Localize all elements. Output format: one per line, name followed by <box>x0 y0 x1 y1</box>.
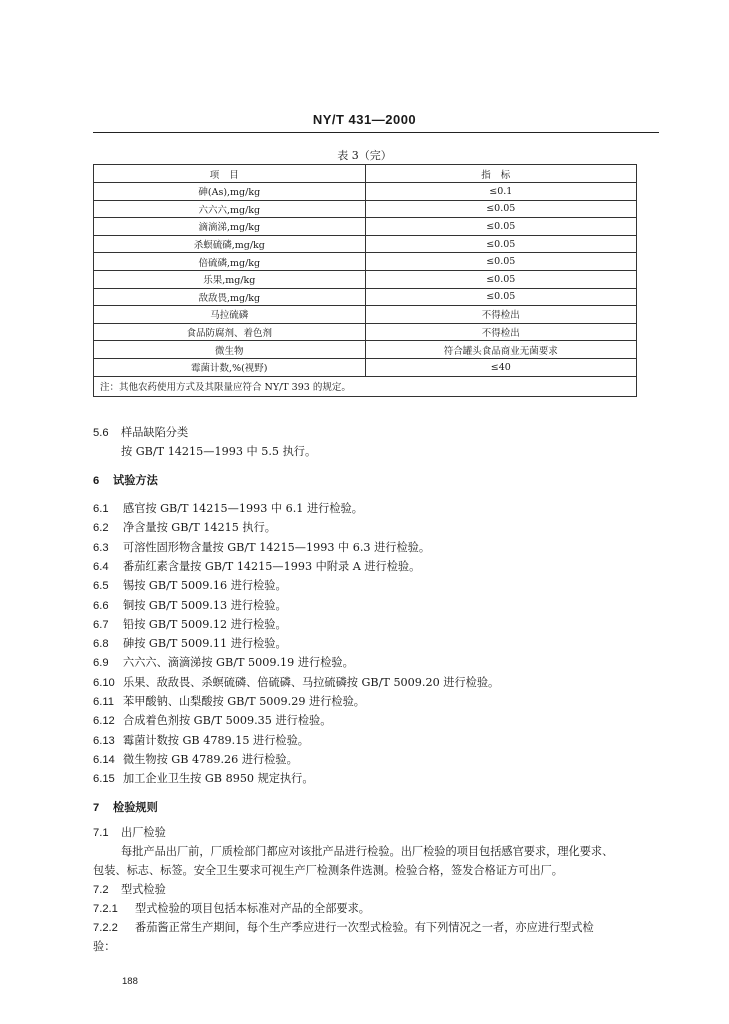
section-6-heading: 6 试验方法 <box>93 473 158 487</box>
method-item-number: 6.14 <box>93 753 115 766</box>
table-cell-item: 食品防腐剂、着色剂 <box>94 323 366 341</box>
table-cell-spec: ≤0.05 <box>365 253 636 271</box>
table-cell-spec: ≤0.1 <box>365 183 636 201</box>
method-item-text: 净含量按 GB/T 14215 执行。 <box>123 521 276 535</box>
table-caption: 表 3（完） <box>337 149 392 162</box>
method-item-number: 6.1 <box>93 503 109 515</box>
method-item-text: 可溶性固形物含量按 GB/T 14215—1993 中 6.3 进行检验。 <box>123 540 431 554</box>
table-note: 注：其他农药使用方式及其限量应符合 NY/T 393 的规定。 <box>94 376 637 396</box>
table-cell-item: 乐果,mg/kg <box>94 270 366 288</box>
method-item-text: 微生物按 GB 4789.26 进行检验。 <box>123 752 298 766</box>
table-cell-spec: ≤0.05 <box>365 200 636 218</box>
method-item-number: 6.7 <box>93 618 109 631</box>
table-row <box>94 183 637 201</box>
table-cell-spec: 符合罐头食品商业无菌要求 <box>365 341 636 359</box>
section-5-6-text: 按 GB/T 14215—1993 中 5.5 执行。 <box>121 445 317 458</box>
table-row <box>94 341 637 359</box>
table-cell-item: 马拉硫磷 <box>94 306 366 324</box>
section-7-2-2-continued: 验： <box>93 940 116 953</box>
section-7-2-2: 7.2.2 番茄酱正常生产期间，每个生产季应进行一次型式检验。有下列情况之一者，亦应进行型式检 <box>93 921 594 934</box>
section-7-2-heading: 7.2 型式检验 <box>93 883 166 896</box>
table-cell-spec: 不得检出 <box>365 306 636 324</box>
table-cell-item: 滴滴涕,mg/kg <box>94 218 366 236</box>
table-cell-item: 杀螟硫磷,mg/kg <box>94 235 366 253</box>
method-item <box>93 539 430 555</box>
table-cell-spec: ≤0.05 <box>365 288 636 306</box>
table-row <box>94 253 637 271</box>
method-item <box>93 500 363 516</box>
method-item-text: 苯甲酸钠、山梨酸按 GB/T 5009.29 进行检验。 <box>123 695 365 708</box>
page-number: 188 <box>122 976 138 987</box>
method-item-number: 6.9 <box>93 657 109 670</box>
section-7-2-1: 7.2.1 型式检验的项目包括本标准对产品的全部要求。 <box>93 902 370 915</box>
method-item <box>93 635 287 651</box>
method-item-text: 砷按 GB/T 5009.11 进行检验。 <box>123 637 287 651</box>
method-item <box>93 693 365 709</box>
method-item-number: 6.3 <box>93 541 109 554</box>
method-item-text: 合成着色剂按 GB/T 5009.35 进行检验。 <box>123 714 332 728</box>
table-cell-item: 敌敌畏,mg/kg <box>94 288 366 306</box>
table-cell-item: 六六六,mg/kg <box>94 200 366 218</box>
method-item <box>93 577 287 593</box>
method-item <box>93 597 287 613</box>
table-row <box>94 218 637 236</box>
table-cell-spec: ≤0.05 <box>365 270 636 288</box>
method-item <box>93 519 276 535</box>
table-row <box>94 358 637 376</box>
method-item-text: 铜按 GB/T 5009.13 进行检验。 <box>123 598 287 612</box>
method-item-number: 6.6 <box>93 599 109 612</box>
method-item-number: 6.8 <box>93 638 109 651</box>
method-item <box>93 558 420 574</box>
section-7-1-heading: 7.1 出厂检验 <box>93 826 166 839</box>
method-item-number: 6.10 <box>93 676 115 689</box>
standard-code-header: NY/T 431—2000 <box>312 112 417 127</box>
table-cell-spec: ≤0.05 <box>365 218 636 236</box>
method-item-number: 6.2 <box>93 522 109 535</box>
section-7-heading: 7 检验规则 <box>93 800 158 814</box>
table-row <box>94 306 637 324</box>
table-cell-spec: ≤0.05 <box>365 235 636 253</box>
method-item-text: 霉菌计数按 GB 4789.15 进行检验。 <box>123 733 309 747</box>
method-item-number: 6.4 <box>93 560 109 573</box>
method-item <box>93 712 331 728</box>
method-item-number: 6.5 <box>93 580 109 593</box>
table-row <box>94 235 637 253</box>
method-item <box>93 751 298 767</box>
header-rule <box>93 132 659 133</box>
section-7-1-paragraph-1: 每批产品出厂前，厂质检部门都应对该批产品进行检验。出厂检验的项目包括感官要求，理化要求、 <box>121 845 614 858</box>
method-item-number: 6.13 <box>93 734 115 747</box>
method-item-text: 番茄红素含量按 GB/T 14215—1993 中附录 A 进行检验。 <box>123 559 421 573</box>
table-header-item: 项目 <box>94 165 366 183</box>
method-item-number: 6.11 <box>93 696 114 708</box>
method-item <box>93 674 499 690</box>
method-item-text: 六六六、滴滴涕按 GB/T 5009.19 进行检验。 <box>123 656 354 670</box>
table-row <box>94 200 637 218</box>
spec-table <box>93 164 637 397</box>
method-item-text: 铅按 GB/T 5009.12 进行检验。 <box>123 617 287 631</box>
method-item-text: 感官按 GB/T 14215—1993 中 6.1 进行检验。 <box>123 502 363 515</box>
table-row <box>94 288 637 306</box>
method-item-number: 6.15 <box>93 773 115 786</box>
method-item-number: 6.12 <box>93 715 115 728</box>
table-cell-item: 倍硫磷,mg/kg <box>94 253 366 271</box>
table-cell-spec: 不得检出 <box>365 323 636 341</box>
method-item <box>93 770 314 786</box>
table-row <box>94 323 637 341</box>
table-cell-item: 霉菌计数,%(视野) <box>94 358 366 376</box>
method-item <box>93 654 354 670</box>
table-cell-item: 微生物 <box>94 341 366 359</box>
method-item-text: 加工企业卫生按 GB 8950 规定执行。 <box>123 772 314 786</box>
table-row <box>94 270 637 288</box>
table-cell-spec: ≤40 <box>365 358 636 376</box>
method-item <box>93 616 287 632</box>
section-7-1-paragraph-2: 包装、标志、标签。安全卫生要求可视生产厂检测条件选测。检验合格，签发合格证方可出厂。 <box>93 864 563 877</box>
method-item-text: 锡按 GB/T 5009.16 进行检验。 <box>123 579 287 593</box>
method-item <box>93 732 309 748</box>
section-5-6-heading: 5.6 样品缺陷分类 <box>93 426 189 439</box>
table-header-spec: 指标 <box>365 165 636 183</box>
table-cell-item: 砷(As),mg/kg <box>94 183 366 201</box>
method-item-text: 乐果、敌敌畏、杀螟硫磷、倍硫磷、马拉硫磷按 GB/T 5009.20 进行检验。 <box>123 675 500 689</box>
